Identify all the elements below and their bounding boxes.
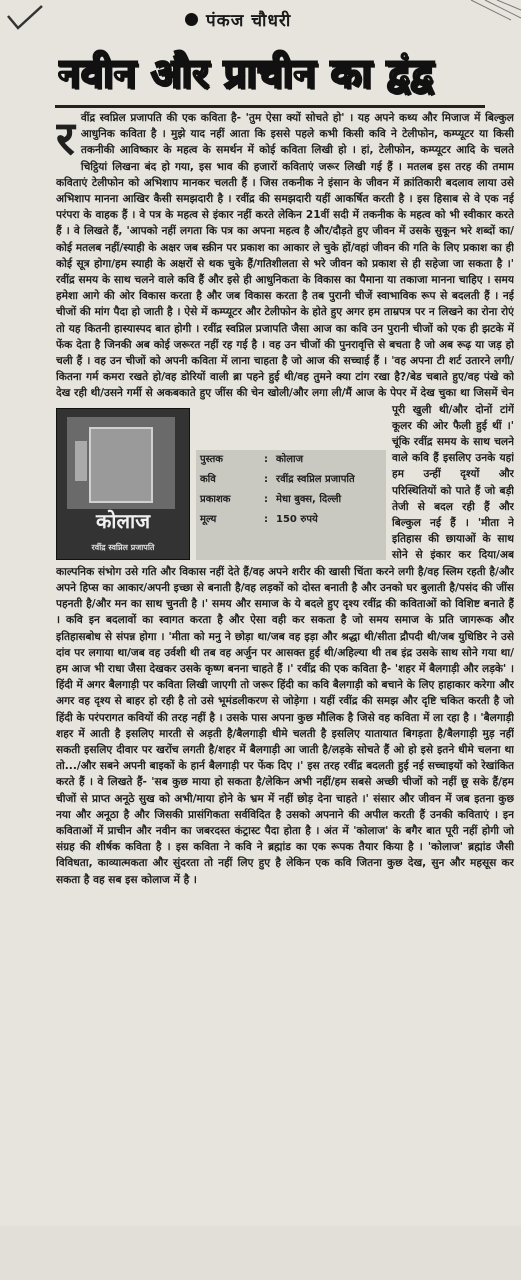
article-text-bottom: थीं ।' चूंकि रवींद्र समय के साथ चलने वाले कवि हैं इसलिए उनके यहां हम उन्हीं दृश्यों और परिस्थितियों को पाते हैं जो बड़ी तेजी से बदल रही हैं और बिल्कुल नई हैं । 'मीता ने इतिहास की छायाओं के साथ सोने से इंकार कर दिया/अब काल्पनिक संभोग उसे गति और विकास नहीं देते हैं/वह अपने शरीर की खासी चिंता करने लगी है/वह स्लिम रहती है/और अपने हिप्स का आकार/अपनी इच्छा से बनाती है/वह लड़कों को दोस्त बनाती है और उनको घर बुलाती है/पसंद की जींस पहनती है/और मन का साथ चुनती है ।' समय और समाज के ये बदले हुए दृश्य रवींद्र की कविताओं को विशिष्ट बनाते हैं । कवि इन बदलावों का स्वागत करता है और ऐसा वही कर सकता है जो समय समाज के प्रति जागरूक और इतिहासबोध से संपन्न होगा । 'मीता को मनु ने छोड़ा था/जब वह इड़ा और श्रद्धा थी/सीता द्रौपदी थी/जब युधिष्ठिर ने उसे दांव पर लगाया था/जब वह उर्वशी थी तब वह अर्जुन पर आसक्त हुई थी/अहिल्या थी तब इंद्र उसके साथ सोने गया था/हम आज भी राधा जैसा देखकर उसके कृष्ण बनना चाहते हैं ।' रवींद्र की एक कविता है- 'शहर में बैलगाड़ी और लड़के' । हिंदी में अगर बैलगाड़ी पर कविता लिखी जाएगी तो जरूर हिंदी का कवि बैलगाड़ी को बचाने के लिए हाहाकार करेगा और अगर वह दृश्य से बाहर हो रही है तो उसे भूमंडलीकरण से जोड़ेगा । यहीं रवींद्र की समझ और दृष्टि चकित करती है जो हिंदी के परंपरागत कवियों की तरह नहीं है । उसके पास अपना कुछ मौलिक है जिसे वह कविता में ला रहा है । 'बैलगाड़ी शहर में आती है इसलिए मारती से अड़ती है/बैलगाड़ी धीमे चलती है इसलिए यातायात बिगड़ता है/बैलगाड़ी मुड़ नहीं सकती इसलिए दीवार पर खरोंच लगती है/शहर में बैलगाड़ी आ जाती है/लड़के सोचते हैं ओ हो इसे इतने धीमे चलना था तो.../और सबने अपनी बाइकों के हार्न बैलगाड़ी पर फेंक दिए ।' इस तरह रवींद्र बदलती हुई नई सच्चाइयों को रेखांकित करते हैं । वे लिखते हैं- 'सब कुछ माया हो सकता है/लेकिन अभी नहीं/हम सबसे अच्छी चीजों को नहीं छू सके हैं/हम चीजों से प्राप्त अनूठे सुख को अभी/माया होने के भ्रम में नहीं छोड़ देना चाहते ।' संसार और जीवन में जब इतना कुछ नया और अनूठा है और जिसकी प्रासंगिकता सर्वविदित है उसको अपनाने की अपील करती हैं उनकी कविताएं । इन कविताओं में प्राचीन और नवीन का जबरदस्त कंट्रास्ट पैदा होता है । अंत में 'कोलाज' के बगैर बात पूरी नहीं होगी जो संग्रह की शीर्षक कविता है । इस कविता ने कवि ने ब्रह्मांड का एक रूपक तैयार किया है । 'कोलाज' ब्रह्मांड जैसी विविधता, काव्यात्मकता और सुंदरता तो नहीं लिए हुए है लेकिन एक कवि जितना कुछ देख, सुन और महसूस कर सकता है वह सब इस कोलाज में है । bbox=[56, 419, 514, 886]
book-info-row: मूल्य : 150 रुपये bbox=[200, 513, 318, 525]
headline-rule bbox=[55, 105, 485, 108]
book-cover-title: कोलाज bbox=[95, 508, 151, 533]
book-box bbox=[56, 408, 386, 558]
article-text-beside-box: लगा ली/मैं आज के पेपर में देख चुका था जिसमें चेन पूरी खुली थी/और दोनों टांगें कूलर की ओर फैली हुई bbox=[311, 387, 514, 432]
dropcap: र bbox=[56, 111, 75, 165]
book-info-table bbox=[196, 450, 386, 560]
bullet-dot-icon bbox=[185, 13, 198, 26]
book-info-row: प्रकाशक : मेधा बुक्स, दिल्ली bbox=[200, 493, 342, 505]
book-cover-author: रवींद्र स्वप्निल प्रजापति bbox=[91, 542, 155, 552]
article-text-top: वींद्र स्वप्निल प्रजापति की एक कविता है- 'तुम ऐसा क्यों सोचते हो' । यह अपने कथ्य और मिजाज में बिल्कुल आधुनिक कविता है । मुझे याद नहीं आता कि इससे पहले कभी किसी कवि ने टेलीफोन, कम्प्यूटर या किसी तकनीकी आविष्कार के महत्व के समर्थन में कोई कविता लिखी हो । हां, टेलीफोन, कम्प्यूटर आदि के चलते चिट्ठियां लिखना बंद हो गया, इस भाव की हजारों कविताएं जरूर लिखी गई हैं । मतलब इस तरह की तमाम कविताएं टेलीफोन को अभिशाप मानकर चलती हैं । जिस तकनीक ने इंसान के जीवन में क्रांतिकारी बदलाव लाया उसे अभिशाप मानना आखिर कैसी समझदारी है । रवींद्र की समझदारी यहीं आकर्षित करती है । इस हिसाब से वे एक नई परंपरा के वाहक हैं । वे पत्र के महत्व से इंकार नहीं करते लेकिन 21वीं सदी में तकनीक के महत्व को भी स्वीकार करते हैं । वे लिखते हैं, 'आपको नहीं लगता कि पत्र का अपना महत्व है और/दौड़ते हुए जीवन में उसके सुकून भरे शब्दों का/कोई मतलब नहीं/स्याही के अक्षर जब स्क्रीन पर प्रकाश का आकार ले चुके हों/वहां जीवन की गति के लिए प्रकाश का ही कोई सूत्र होगा/हम स्याही के अक्षरों से थक चुके हैं/गतिशीलता से भरे जीवन को प्रकाश से ही सहेजा जा सकता है ।' रवींद्र समय के साथ चलने वाले कवि हैं और इसे ही आधुनिकता के विकास का पैमाना या तकाजा मानना चाहिए । समय हमेशा आगे की ओर विकास करता है और जब विकास करता है तब पुरानी चीजें स्वाभाविक रूप से बदलती हैं । नई चीजों की मांग पैदा हो जाती है । ऐसे में कम्प्यूटर और टेलीफोन के होते हुए अगर हम ताम्रपत्र पर न लिखने का रोना रोएं तो यह कितनी हास्यास्पद बात होगी । रवींद्र स्वप्निल प्रजापति जैसा आज का कवि उन पुरानी चीजों को एक ही झटके में फेंक देता है जिनकी अब कोई जरूरत नहीं रह गई है । वह उन चीजों की पुनरावृत्ति से बचता है जो अब रूढ़ या जड़ हो चली हैं । वह उन चीजों को अपनी कविता में लाना चाहता है जो आज की सच्चाई हैं । 'वह अपना टी शर्ट उतारने लगी/कितना गर्म कमरा रखते हो/वह डोरियों वाली ब्रा पहने हुई थी/वह तुमने क्या टांग रखा है?/बेड चबाते हुए/वह पंखे को देख रही थी/उसने गर्मी से अकबकाते हुए जींस की चेन खोली/और bbox=[56, 112, 514, 400]
book-info-row: पुस्तक : कोलाज bbox=[200, 453, 304, 465]
headline: नवीन और प्राचीन का द्वंद्व bbox=[58, 50, 434, 97]
byline bbox=[185, 6, 291, 32]
author-name: पंकज चौधरी bbox=[206, 10, 292, 31]
corner-pencil-lines bbox=[441, 0, 521, 40]
book-cover-image bbox=[56, 408, 190, 560]
check-mark-icon bbox=[4, 2, 46, 34]
article-body bbox=[56, 110, 514, 1220]
page-bottom-margin bbox=[0, 1226, 521, 1280]
book-info-row: कवि : रवींद्र स्वप्निल प्रजापति bbox=[200, 473, 355, 485]
